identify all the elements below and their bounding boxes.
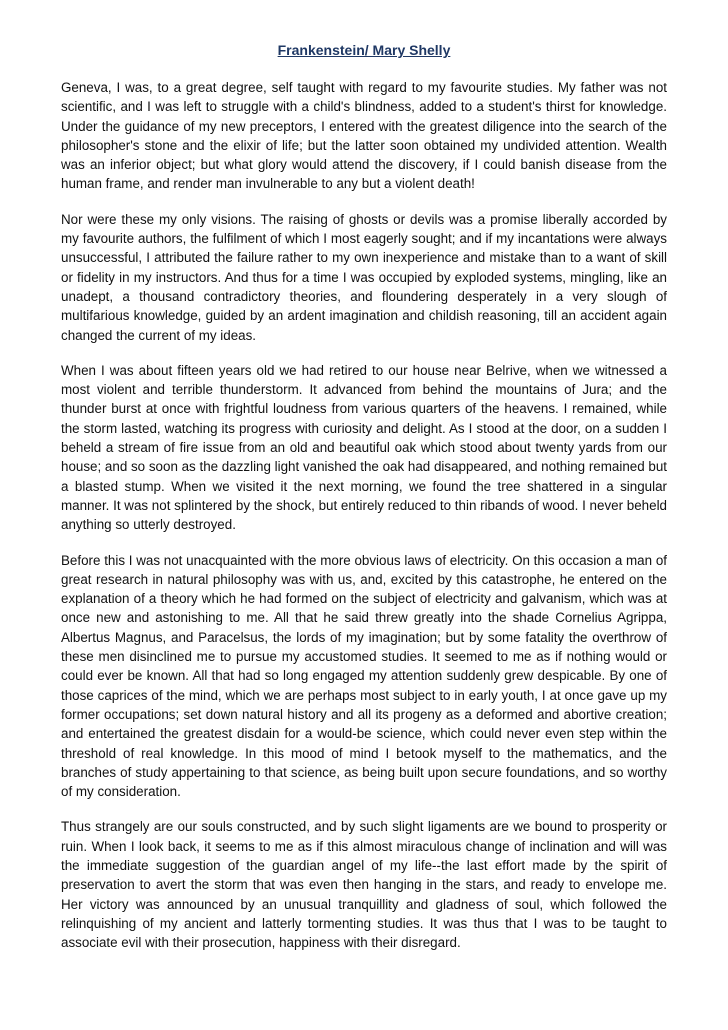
document-title: Frankenstein/ Mary Shelly [277, 42, 451, 58]
paragraph-1: Geneva, I was, to a great degree, self taught with regard to my favourite studies. My father was not scientific, and I was left to struggle with a child's blindness, added to a student's thirst for knowledge. Under the guidance of my new preceptors, I entered with the greatest diligence into the search of the philosopher's stone and the elixir of life; but the latter soon obtained my undivided attention. Wealth was an inferior object; but what glory would attend the discovery, if I could banish disease from the human frame, and render man invulnerable to any but a violent death! [61, 80, 667, 192]
paragraph-5: Thus strangely are our souls constructed, and by such slight ligaments are we bound to prosperity or ruin. When I look back, it seems to me as if this almost miraculous change of inclination and will was the immediate suggestion of the guardian angel of my life--the last effort made by the spirit of preservation to avert the storm that was even then hanging in the stars, and ready to envelope me. Her victory was announced by an unusual tranquillity and gladness of soul, which followed the relinquishing of my ancient and latterly tormenting studies. It was thus that I was to be taught to associate evil with their prosecution, happiness with their disregard. [61, 819, 667, 951]
paragraph-4: Before this I was not unacquainted with the more obvious laws of electricity. On this occasion a man of great research in natural philosophy was with us, and, excited by this catastrophe, he entered on the explanation of a theory which he had formed on the subject of electricity and galvanism, which was at once new and astonishing to me. All that he said threw greatly into the shade Cornelius Agrippa, Albertus Magnus, and Paracelsus, the lords of my imagination; but by some fatality the overthrow of these men disinclined me to pursue my accustomed studies. It seemed to me as if nothing would or could ever be known. All that had so long engaged my attention suddenly grew despicable. By one of those caprices of the mind, which we are perhaps most subject to in early youth, I at once gave up my former occupations; set down natural history and all its progeny as a deformed and abortive creation; and entertained the greatest disdain for a would-be science, which could never even step within the threshold of real knowledge. In this mood of mind I betook myself to the mathematics, and the branches of study appertaining to that science, as being built upon secure foundations, and so worthy of my consideration. [61, 552, 667, 800]
paragraph-2: Nor were these my only visions. The raising of ghosts or devils was a promise liberally accorded by my favourite authors, the fulfilment of which I most eagerly sought; and if my incantations were always unsuccessful, I attributed the failure rather to my own inexperience and mistake than to a want of skill or fidelity in my instructors. And thus for a time I was occupied by exploded systems, mingling, like an unadept, a thousand contradictory theories, and floundering desperately in a very slough of multifarious knowledge, guided by an ardent imagination and childish reasoning, till an accident again changed the current of my ideas. [61, 211, 667, 343]
paragraph-3: When I was about fifteen years old we had retired to our house near Belrive, when we witnessed a most violent and terrible thunderstorm. It advanced from behind the mountains of Jura; and the thunder burst at once with frightful loudness from various quarters of the heavens. I remained, while the storm lasted, watching its progress with curiosity and delight. As I stood at the door, on a sudden I beheld a stream of fire issue from an old and beautiful oak which stood about twenty yards from our house; and so soon as the dazzling light vanished the oak had disappeared, and nothing remained but a blasted stump. When we visited it the next morning, we found the tree shattered in a singular manner. It was not splintered by the shock, but entirely reduced to thin ribands of wood. I never beheld anything so utterly destroyed. [61, 362, 667, 533]
document-page [61, 40, 667, 968]
